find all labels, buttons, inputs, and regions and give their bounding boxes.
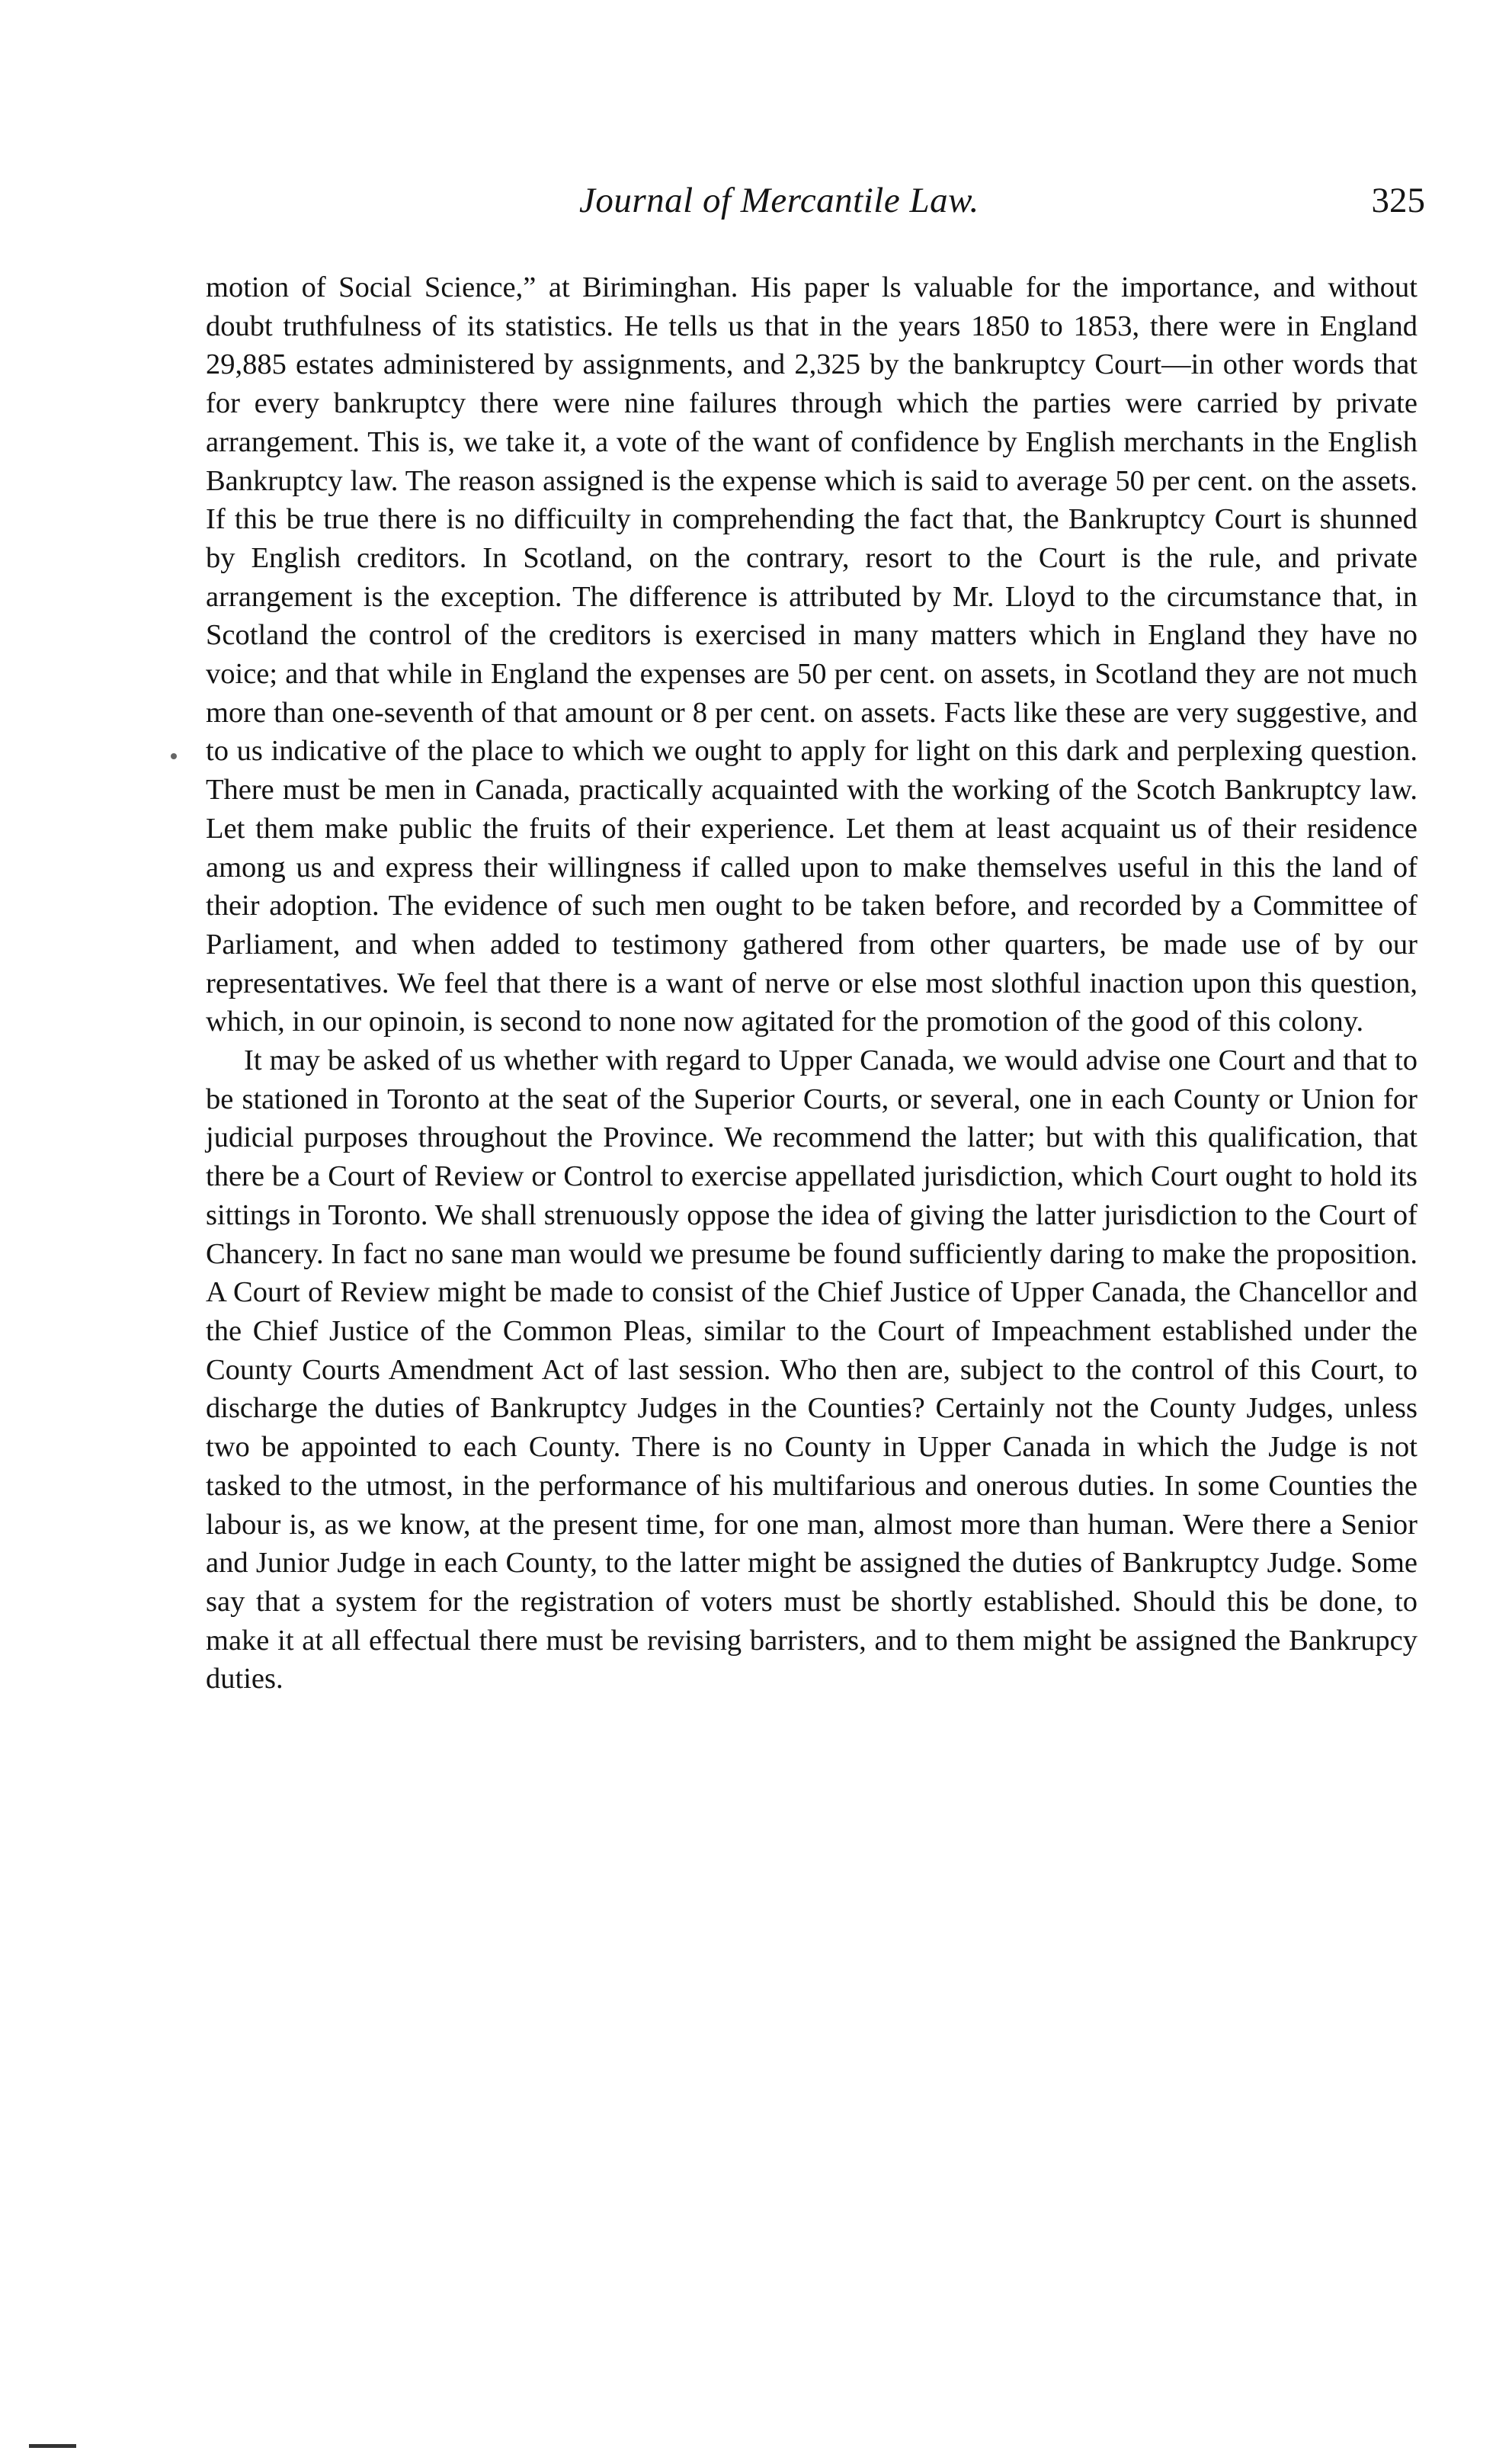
page-number: 325 bbox=[1371, 181, 1425, 220]
paragraph: It may be asked of us whether with regard to Upper Canada, we would advise one Court and that to be stationed in Toronto at the seat of the Superior Courts, or several, one in each County or Union for judicial purposes throughout the Province. We recommend the latter; but with this qualification, that there be a Court of Review or Control to exercise appellated jurisdiction, which Court ought to hold its sittings in Toronto. We shall strenuously oppose the idea of giving the latter jurisdiction to the Court of Chancery. In fact no sane man would we presume be found sufficiently daring to make the proposition. A Court of Review might be made to consist of the Chief Justice of Upper Canada, the Chancellor and the Chief Justice of the Common Pleas, similar to the Court of Impeachment established under the County Courts Amendment Act of last session. Who then are, subject to the control of this Court, to discharge the duties of Bankruptcy Judges in the Counties? Certainly not the County Judges, unless two be appointed to each County. There is no County in Upper Canada in which the Judge is not tasked to the utmost, in the performance of his multifarious and onerous duties. In some Counties the labour is, as we know, at the present time, for one man, almost more than human. Were there a Senior and Junior Judge in each County, to the latter might be assigned the duties of Bankruptcy Judge. Some say that a system for the registration of voters must be shortly established. Should this be done, to make it at all effectual there must be revising barristers, and to them might be assigned the Bankrupcy duties. bbox=[206, 1044, 1418, 1695]
page-header bbox=[206, 180, 1425, 233]
bottom-rule bbox=[29, 2444, 76, 2448]
running-title: Journal of Mercantile Law. bbox=[579, 181, 979, 220]
body-text bbox=[206, 268, 1418, 1699]
paragraph: motion of Social Science,” at Biriminghan. His paper ls valuable for the importance, and without doubt truthfulness of its statistics. He tells us that in the years 1850 to 1853, there were in England 29,885 estates administered by assignments, and 2,325 by the bankruptcy Court—in other words that for every bankruptcy there were nine failures through which the parties were carried by private arrangement. This is, we take it, a vote of the want of confidence by English merchants in the English Bankruptcy law. The reason assigned is the expense which is said to average 50 per cent. on the assets. If this be true there is no difficuilty in comprehending the fact that, the Bankruptcy Court is shunned by English creditors. In Scotland, on the contrary, resort to the Court is the rule, and private arrangement is the exception. The difference is attributed by Mr. Lloyd to the circumstance that, in Scotland the control of the creditors is exercised in many matters which in England they have no voice; and that while in England the expenses are 50 per cent. on assets, in Scotland they are not much more than one-seventh of that amount or 8 per cent. on assets. Facts like these are very suggestive, and to us indicative of the place to which we ought to apply for light on this dark and perplexing question. There must be men in Canada, practically acquainted with the working of the Scotch Bankruptcy law. Let them make public the fruits of their experience. Let them at least acquaint us of their residence among us and express their willingness if called upon to make themselves useful in this the land of their adoption. The evidence of such men ought to be taken before, and recorded by a Committee of Parliament, and when added to testimony gathered from other quarters, be made use of by our representatives. We feel that there is a want of nerve or else most slothful inaction upon this question, which, in our opinoin, is second to none now agitated for the promotion of the good of this colony. bbox=[206, 271, 1418, 1038]
margin-mark bbox=[171, 753, 177, 759]
